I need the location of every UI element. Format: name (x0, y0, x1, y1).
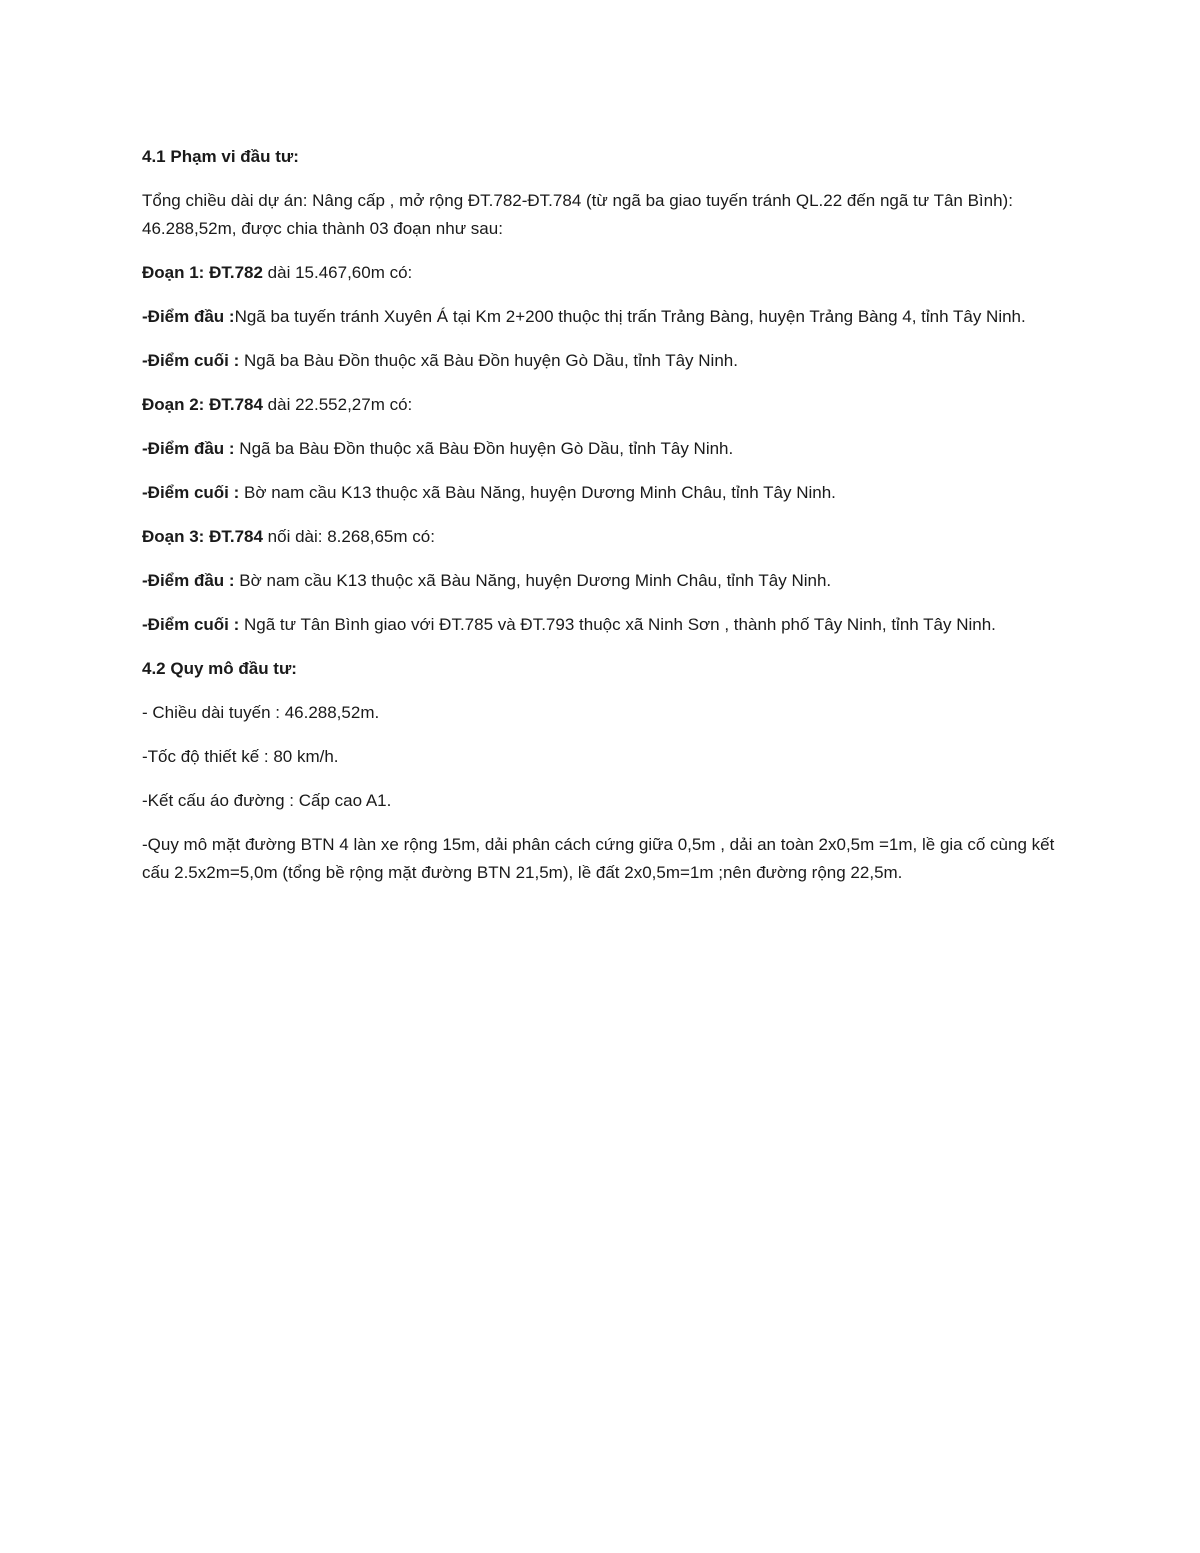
segment-length: nối dài: 8.268,65m có: (262, 527, 435, 546)
start-text: Ngã ba Bàu Đồn thuộc xã Bàu Đồn huyện Gò Dầu, tỉnh Tây Ninh. (234, 439, 734, 458)
section-heading-4-2: 4.2 Quy mô đầu tư: (142, 659, 297, 678)
segment-length: dài 15.467,60m có: (262, 263, 413, 282)
segment-label: Đoạn 1: (142, 263, 205, 282)
segment-1-heading (142, 259, 1057, 287)
document-body (142, 143, 1057, 903)
segment-3-end (142, 611, 1057, 639)
start-text: Ngã ba tuyến tránh Xuyên Á tại Km 2+200 thuộc thị trấn Trảng Bàng, huyện Trảng Bàng 4, tỉnh Tây Ninh. (234, 307, 1026, 326)
scale-item-road-surface: -Quy mô mặt đường BTN 4 làn xe rộng 15m, dải phân cách cứng giữa 0,5m , dải an toàn 2x0,5m =1m, lề gia cố cùng kết cấu 2.5x2m=5,0m (tổng bề rộng mặt đường BTN 21,5m), lề đất 2x0,5m=1m ;nên đường rộng 22,5m. (142, 835, 1055, 882)
segment-label: Đoạn 3: (142, 527, 205, 546)
scale-item-design-speed: -Tốc độ thiết kế : 80 km/h. (142, 747, 339, 766)
segment-label: Đoạn 2: (142, 395, 205, 414)
end-label: -Điểm cuối : (142, 483, 240, 502)
start-label: -Điểm đầu : (142, 439, 235, 458)
total-length-paragraph: Tổng chiều dài dự án: Nâng cấp , mở rộng ĐT.782-ĐT.784 (từ ngã ba giao tuyến tránh QL.22 đến ngã tư Tân Bình): 46.288,52m, được chia thành 03 đoạn như sau: (142, 191, 1013, 238)
segment-3-start (142, 567, 1057, 595)
segment-road: ĐT.784 (209, 395, 263, 414)
end-label: -Điểm cuối : (142, 615, 240, 634)
end-text: Ngã tư Tân Bình giao với ĐT.785 và ĐT.793 thuộc xã Ninh Sơn , thành phố Tây Ninh, tỉnh Tây Ninh. (239, 615, 996, 634)
scale-item-route-length: - Chiều dài tuyến : 46.288,52m. (142, 703, 380, 722)
end-text: Bờ nam cầu K13 thuộc xã Bàu Năng, huyện Dương Minh Châu, tỉnh Tây Ninh. (239, 483, 836, 502)
segment-2-start (142, 435, 1057, 463)
segment-road: ĐT.782 (209, 263, 263, 282)
start-label: -Điểm đầu : (142, 571, 235, 590)
segment-1-end (142, 347, 1057, 375)
end-text: Ngã ba Bàu Đồn thuộc xã Bàu Đồn huyện Gò Dầu, tỉnh Tây Ninh. (239, 351, 738, 370)
segment-2-heading (142, 391, 1057, 419)
section-heading-4-1: 4.1 Phạm vi đầu tư: (142, 147, 299, 166)
start-label: -Điểm đầu : (142, 307, 235, 326)
end-label: -Điểm cuối : (142, 351, 240, 370)
segment-road: ĐT.784 (209, 527, 263, 546)
segment-2-end (142, 479, 1057, 507)
start-text: Bờ nam cầu K13 thuộc xã Bàu Năng, huyện Dương Minh Châu, tỉnh Tây Ninh. (234, 571, 832, 590)
segment-length: dài 22.552,27m có: (262, 395, 413, 414)
segment-3-heading (142, 523, 1057, 551)
scale-item-pavement-structure: -Kết cấu áo đường : Cấp cao A1. (142, 791, 392, 810)
segment-1-start (142, 303, 1057, 331)
